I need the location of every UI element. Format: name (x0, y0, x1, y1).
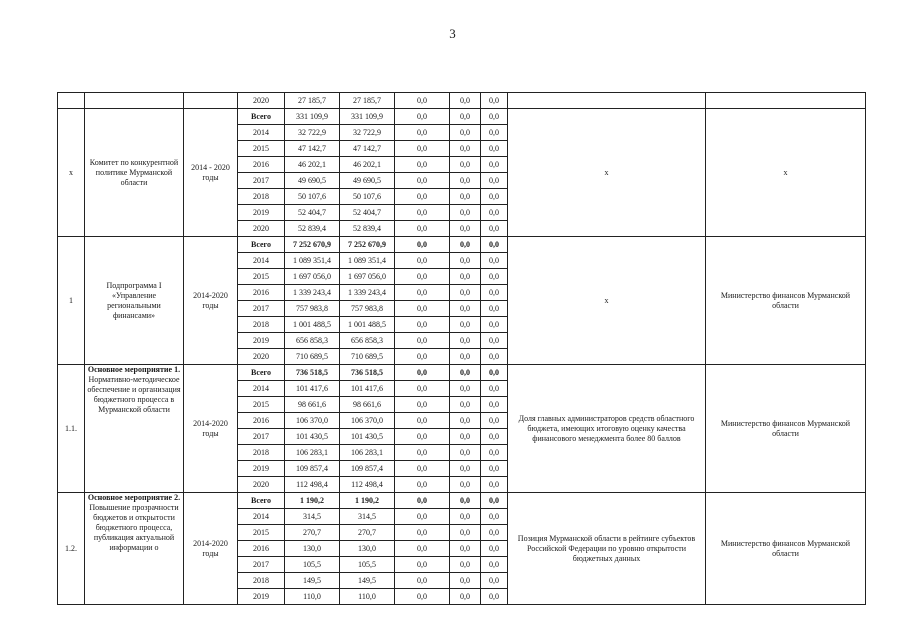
local-budget-cell: 0,0 (450, 269, 481, 285)
total-value-cell: 757 983,8 (285, 301, 340, 317)
year-cell: 2020 (238, 221, 285, 237)
table-row (58, 109, 866, 125)
federal-budget-cell: 0,0 (395, 573, 450, 589)
year-cell: 2015 (238, 269, 285, 285)
year-cell: 2016 (238, 285, 285, 301)
other-sources-cell: 0,0 (481, 445, 508, 461)
total-value-cell: 50 107,6 (285, 189, 340, 205)
regional-budget-cell: 52 404,7 (340, 205, 395, 221)
other-sources-cell: 0,0 (481, 269, 508, 285)
year-cell: 2019 (238, 205, 285, 221)
other-sources-cell: 0,0 (481, 205, 508, 221)
federal-budget-cell: 0,0 (395, 269, 450, 285)
local-budget-cell: 0,0 (450, 333, 481, 349)
year-cell: 2017 (238, 173, 285, 189)
federal-budget-cell: 0,0 (395, 557, 450, 573)
regional-budget-cell: 1 190,2 (340, 493, 395, 509)
year-cell: 2017 (238, 429, 285, 445)
year-cell: 2016 (238, 413, 285, 429)
budget-table (57, 92, 866, 605)
value-cell: 0,0 (395, 93, 450, 109)
activity-title: Основное мероприятие 1. (87, 365, 181, 374)
regional-budget-cell: 1 089 351,4 (340, 253, 395, 269)
year-cell: Всего (238, 109, 285, 125)
year-cell: 2018 (238, 317, 285, 333)
total-value-cell: 52 839,4 (285, 221, 340, 237)
table-row (58, 365, 866, 381)
year-cell: 2020 (238, 93, 285, 109)
federal-budget-cell: 0,0 (395, 237, 450, 253)
federal-budget-cell: 0,0 (395, 381, 450, 397)
federal-budget-cell: 0,0 (395, 173, 450, 189)
regional-budget-cell: 1 001 488,5 (340, 317, 395, 333)
other-sources-cell: 0,0 (481, 381, 508, 397)
year-cell: 2020 (238, 477, 285, 493)
total-value-cell: 7 252 670,9 (285, 237, 340, 253)
year-cell: Всего (238, 365, 285, 381)
total-value-cell: 106 370,0 (285, 413, 340, 429)
executor-cell: Министерство финансов Мурманской области (706, 493, 866, 605)
total-value-cell: 314,5 (285, 509, 340, 525)
indicator-cell: Доля главных администраторов средств областного бюджета, имеющих итоговую оценку качества финансового менеджмента более 80 баллов (508, 365, 706, 493)
number-cell (58, 93, 85, 109)
other-sources-cell: 0,0 (481, 285, 508, 301)
federal-budget-cell: 0,0 (395, 525, 450, 541)
federal-budget-cell: 0,0 (395, 285, 450, 301)
page-number: 3 (449, 26, 456, 41)
local-budget-cell: 0,0 (450, 285, 481, 301)
table-row (58, 493, 866, 509)
other-sources-cell: 0,0 (481, 253, 508, 269)
total-value-cell: 270,7 (285, 525, 340, 541)
other-sources-cell: 0,0 (481, 397, 508, 413)
activity-description: Подпрограмма I «Управление региональными финансами» (106, 280, 162, 320)
period-cell: 2014 - 2020 годы (184, 109, 238, 237)
year-cell: 2018 (238, 573, 285, 589)
federal-budget-cell: 0,0 (395, 317, 450, 333)
total-value-cell: 46 202,1 (285, 157, 340, 173)
other-sources-cell: 0,0 (481, 573, 508, 589)
regional-budget-cell: 130,0 (340, 541, 395, 557)
local-budget-cell: 0,0 (450, 445, 481, 461)
local-budget-cell: 0,0 (450, 317, 481, 333)
regional-budget-cell: 106 283,1 (340, 445, 395, 461)
total-value-cell: 105,5 (285, 557, 340, 573)
total-value-cell: 109 857,4 (285, 461, 340, 477)
federal-budget-cell: 0,0 (395, 493, 450, 509)
row-name-cell (85, 109, 184, 237)
federal-budget-cell: 0,0 (395, 509, 450, 525)
federal-budget-cell: 0,0 (395, 333, 450, 349)
total-value-cell: 112 498,4 (285, 477, 340, 493)
year-cell: 2020 (238, 349, 285, 365)
year-cell: 2014 (238, 381, 285, 397)
total-value-cell: 47 142,7 (285, 141, 340, 157)
other-sources-cell: 0,0 (481, 157, 508, 173)
total-value-cell: 106 283,1 (285, 445, 340, 461)
regional-budget-cell: 49 690,5 (340, 173, 395, 189)
year-cell: Всего (238, 493, 285, 509)
local-budget-cell: 0,0 (450, 429, 481, 445)
local-budget-cell: 0,0 (450, 477, 481, 493)
year-cell: 2019 (238, 589, 285, 605)
regional-budget-cell: 98 661,6 (340, 397, 395, 413)
regional-budget-cell: 314,5 (340, 509, 395, 525)
federal-budget-cell: 0,0 (395, 301, 450, 317)
federal-budget-cell: 0,0 (395, 349, 450, 365)
value-cell: 0,0 (481, 93, 508, 109)
year-cell: 2017 (238, 557, 285, 573)
federal-budget-cell: 0,0 (395, 205, 450, 221)
federal-budget-cell: 0,0 (395, 125, 450, 141)
total-value-cell: 656 858,3 (285, 333, 340, 349)
local-budget-cell: 0,0 (450, 525, 481, 541)
total-value-cell: 1 339 243,4 (285, 285, 340, 301)
indicator-cell (508, 93, 706, 109)
row-name-cell (85, 493, 184, 605)
year-cell: Всего (238, 237, 285, 253)
other-sources-cell: 0,0 (481, 365, 508, 381)
period-cell: 2014-2020 годы (184, 237, 238, 365)
local-budget-cell: 0,0 (450, 301, 481, 317)
year-cell: 2017 (238, 301, 285, 317)
federal-budget-cell: 0,0 (395, 477, 450, 493)
total-value-cell: 101 430,5 (285, 429, 340, 445)
row-number-cell: 1 (58, 237, 85, 365)
period-cell (184, 93, 238, 109)
local-budget-cell: 0,0 (450, 493, 481, 509)
other-sources-cell: 0,0 (481, 141, 508, 157)
row-number-cell: 1.1. (58, 365, 85, 493)
regional-budget-cell: 110,0 (340, 589, 395, 605)
regional-budget-cell: 736 518,5 (340, 365, 395, 381)
regional-budget-cell: 710 689,5 (340, 349, 395, 365)
federal-budget-cell: 0,0 (395, 365, 450, 381)
activity-description: Нормативно-методическое обеспечение и организация бюджетного процесса в Мурманской области (87, 375, 181, 414)
regional-budget-cell: 7 252 670,9 (340, 237, 395, 253)
activity-description: Комитет по конкурентной политике Мурманской области (89, 157, 179, 187)
regional-budget-cell: 52 839,4 (340, 221, 395, 237)
local-budget-cell: 0,0 (450, 589, 481, 605)
local-budget-cell: 0,0 (450, 205, 481, 221)
federal-budget-cell: 0,0 (395, 589, 450, 605)
local-budget-cell: 0,0 (450, 557, 481, 573)
value-cell: 0,0 (450, 93, 481, 109)
federal-budget-cell: 0,0 (395, 221, 450, 237)
federal-budget-cell: 0,0 (395, 189, 450, 205)
total-value-cell: 1 190,2 (285, 493, 340, 509)
local-budget-cell: 0,0 (450, 381, 481, 397)
regional-budget-cell: 1 697 056,0 (340, 269, 395, 285)
executor-cell: Министерство финансов Мурманской области (706, 365, 866, 493)
local-budget-cell: 0,0 (450, 221, 481, 237)
year-cell: 2018 (238, 189, 285, 205)
year-cell: 2014 (238, 509, 285, 525)
name-cell (85, 93, 184, 109)
budget-table-body (58, 93, 866, 605)
regional-budget-cell: 101 430,5 (340, 429, 395, 445)
year-cell: 2015 (238, 397, 285, 413)
federal-budget-cell: 0,0 (395, 429, 450, 445)
local-budget-cell: 0,0 (450, 397, 481, 413)
regional-budget-cell: 106 370,0 (340, 413, 395, 429)
regional-budget-cell: 331 109,9 (340, 109, 395, 125)
local-budget-cell: 0,0 (450, 109, 481, 125)
other-sources-cell: 0,0 (481, 477, 508, 493)
other-sources-cell: 0,0 (481, 173, 508, 189)
local-budget-cell: 0,0 (450, 125, 481, 141)
other-sources-cell: 0,0 (481, 125, 508, 141)
year-cell: 2014 (238, 253, 285, 269)
local-budget-cell: 0,0 (450, 573, 481, 589)
federal-budget-cell: 0,0 (395, 445, 450, 461)
federal-budget-cell: 0,0 (395, 109, 450, 125)
other-sources-cell: 0,0 (481, 189, 508, 205)
other-sources-cell: 0,0 (481, 317, 508, 333)
local-budget-cell: 0,0 (450, 173, 481, 189)
activity-title: Основное мероприятие 2. (87, 493, 181, 502)
local-budget-cell: 0,0 (450, 253, 481, 269)
regional-budget-cell: 656 858,3 (340, 333, 395, 349)
year-cell: 2016 (238, 541, 285, 557)
total-value-cell: 1 001 488,5 (285, 317, 340, 333)
value-cell: 27 185,7 (340, 93, 395, 109)
executor-cell (706, 93, 866, 109)
local-budget-cell: 0,0 (450, 237, 481, 253)
local-budget-cell: 0,0 (450, 541, 481, 557)
other-sources-cell: 0,0 (481, 413, 508, 429)
other-sources-cell: 0,0 (481, 109, 508, 125)
indicator-cell: х (508, 237, 706, 365)
row-number-cell: 1.2. (58, 493, 85, 605)
regional-budget-cell: 112 498,4 (340, 477, 395, 493)
year-cell: 2015 (238, 141, 285, 157)
other-sources-cell: 0,0 (481, 493, 508, 509)
federal-budget-cell: 0,0 (395, 253, 450, 269)
activity-description: Повышение прозрачности бюджетов и открытости бюджетного процесса, публикация актуальной информации о (89, 503, 179, 552)
other-sources-cell: 0,0 (481, 509, 508, 525)
row-name-cell (85, 365, 184, 493)
total-value-cell: 98 661,6 (285, 397, 340, 413)
year-cell: 2015 (238, 525, 285, 541)
local-budget-cell: 0,0 (450, 157, 481, 173)
federal-budget-cell: 0,0 (395, 397, 450, 413)
indicator-cell: Позиция Мурманской области в рейтинге субъектов Российской Федерации по уровню открытости бюджетных данных (508, 493, 706, 605)
regional-budget-cell: 109 857,4 (340, 461, 395, 477)
year-cell: 2016 (238, 157, 285, 173)
local-budget-cell: 0,0 (450, 413, 481, 429)
year-cell: 2019 (238, 333, 285, 349)
regional-budget-cell: 46 202,1 (340, 157, 395, 173)
other-sources-cell: 0,0 (481, 349, 508, 365)
value-cell: 27 185,7 (285, 93, 340, 109)
local-budget-cell: 0,0 (450, 349, 481, 365)
regional-budget-cell: 149,5 (340, 573, 395, 589)
other-sources-cell: 0,0 (481, 461, 508, 477)
table-row (58, 93, 866, 109)
total-value-cell: 101 417,6 (285, 381, 340, 397)
federal-budget-cell: 0,0 (395, 141, 450, 157)
regional-budget-cell: 47 142,7 (340, 141, 395, 157)
period-cell: 2014-2020 годы (184, 365, 238, 493)
local-budget-cell: 0,0 (450, 461, 481, 477)
regional-budget-cell: 105,5 (340, 557, 395, 573)
other-sources-cell: 0,0 (481, 237, 508, 253)
year-cell: 2014 (238, 125, 285, 141)
period-cell: 2014-2020 годы (184, 493, 238, 605)
regional-budget-cell: 101 417,6 (340, 381, 395, 397)
total-value-cell: 1 089 351,4 (285, 253, 340, 269)
federal-budget-cell: 0,0 (395, 541, 450, 557)
total-value-cell: 710 689,5 (285, 349, 340, 365)
local-budget-cell: 0,0 (450, 141, 481, 157)
regional-budget-cell: 32 722,9 (340, 125, 395, 141)
total-value-cell: 52 404,7 (285, 205, 340, 221)
executor-cell: х (706, 109, 866, 237)
other-sources-cell: 0,0 (481, 221, 508, 237)
year-cell: 2018 (238, 445, 285, 461)
total-value-cell: 49 690,5 (285, 173, 340, 189)
federal-budget-cell: 0,0 (395, 157, 450, 173)
indicator-cell: х (508, 109, 706, 237)
other-sources-cell: 0,0 (481, 301, 508, 317)
other-sources-cell: 0,0 (481, 525, 508, 541)
regional-budget-cell: 757 983,8 (340, 301, 395, 317)
total-value-cell: 1 697 056,0 (285, 269, 340, 285)
other-sources-cell: 0,0 (481, 541, 508, 557)
total-value-cell: 130,0 (285, 541, 340, 557)
local-budget-cell: 0,0 (450, 189, 481, 205)
total-value-cell: 736 518,5 (285, 365, 340, 381)
total-value-cell: 110,0 (285, 589, 340, 605)
regional-budget-cell: 50 107,6 (340, 189, 395, 205)
federal-budget-cell: 0,0 (395, 413, 450, 429)
total-value-cell: 331 109,9 (285, 109, 340, 125)
executor-cell: Министерство финансов Мурманской области (706, 237, 866, 365)
row-number-cell: х (58, 109, 85, 237)
other-sources-cell: 0,0 (481, 429, 508, 445)
year-cell: 2019 (238, 461, 285, 477)
local-budget-cell: 0,0 (450, 509, 481, 525)
total-value-cell: 149,5 (285, 573, 340, 589)
other-sources-cell: 0,0 (481, 589, 508, 605)
local-budget-cell: 0,0 (450, 365, 481, 381)
regional-budget-cell: 270,7 (340, 525, 395, 541)
other-sources-cell: 0,0 (481, 557, 508, 573)
table-row (58, 237, 866, 253)
federal-budget-cell: 0,0 (395, 461, 450, 477)
regional-budget-cell: 1 339 243,4 (340, 285, 395, 301)
other-sources-cell: 0,0 (481, 333, 508, 349)
total-value-cell: 32 722,9 (285, 125, 340, 141)
row-name-cell (85, 237, 184, 365)
